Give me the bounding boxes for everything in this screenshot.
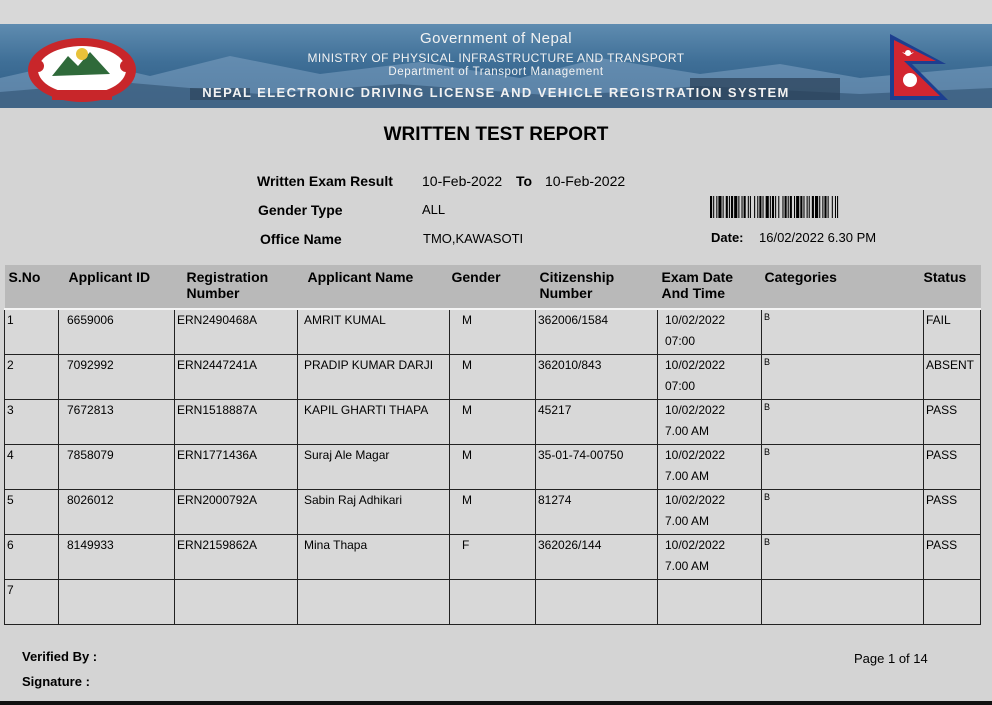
cell-registration-number: ERN1518887A — [175, 400, 298, 445]
cell-exam-date — [658, 355, 762, 400]
cell-registration-number: ERN2000792A — [175, 490, 298, 535]
header-banner — [0, 24, 992, 108]
cell-exam-date — [658, 400, 762, 445]
table-row — [5, 580, 981, 625]
table-row — [5, 309, 981, 355]
cell-registration-number: ERN1771436A — [175, 445, 298, 490]
gender-type-label: Gender Type — [258, 202, 343, 218]
cell-applicant-name: Mina Thapa — [298, 535, 450, 580]
page-number: Page 1 of 14 — [854, 651, 928, 666]
signature-label: Signature : — [22, 674, 90, 689]
cell-gender: M — [450, 309, 536, 355]
table-row — [5, 400, 981, 445]
cell-status: PASS — [924, 535, 981, 580]
cell-citizenship-number: 362006/1584 — [536, 309, 658, 355]
barcode-icon — [710, 196, 914, 218]
cell-exam-date — [658, 490, 762, 535]
exam-time-text: 07:00 — [665, 334, 696, 348]
cell-applicant-id: 8149933 — [59, 535, 175, 580]
cell-registration-number: ERN2490468A — [175, 309, 298, 355]
exam-date-text: 10/02/2022 — [665, 403, 726, 417]
report-date-value: 16/02/2022 6.30 PM — [759, 230, 877, 245]
cell-applicant-id: 6659006 — [59, 309, 175, 355]
cell-category: B — [762, 355, 924, 400]
cell-applicant-name: KAPIL GHARTI THAPA — [298, 400, 450, 445]
verified-by-label: Verified By : — [22, 649, 98, 664]
header-registration-number: Registration Number — [175, 265, 298, 309]
cell-applicant-name — [298, 580, 450, 625]
banner-department: Department of Transport Management — [388, 66, 604, 78]
exam-time-text: 7.00 AM — [665, 514, 710, 528]
banner-system-name: NEPAL ELECTRONIC DRIVING LICENSE AND VEHICLE REGISTRATION SYSTEM — [202, 85, 790, 100]
cell-exam-date — [658, 445, 762, 490]
table-row — [5, 355, 981, 400]
cell-applicant-name: Suraj Ale Magar — [298, 445, 450, 490]
office-name-label: Office Name — [260, 231, 342, 247]
table-header-row — [5, 265, 981, 309]
cell-gender — [450, 580, 536, 625]
cell-category — [762, 580, 924, 625]
header-applicant-name: Applicant Name — [298, 265, 450, 309]
cell-status: FAIL — [924, 309, 981, 355]
results-table — [4, 265, 981, 625]
cell-sno: 5 — [5, 490, 59, 535]
cell-sno: 4 — [5, 445, 59, 490]
cell-sno: 7 — [5, 580, 59, 625]
cell-status: PASS — [924, 400, 981, 445]
exam-time-text: 07:00 — [665, 379, 696, 393]
banner-government: Government of Nepal — [419, 30, 573, 47]
report-date-label: Date: — [711, 230, 744, 245]
cell-sno: 3 — [5, 400, 59, 445]
cell-category: B — [762, 490, 924, 535]
cell-gender: F — [450, 535, 536, 580]
cell-gender: M — [450, 400, 536, 445]
cell-applicant-name: PRADIP KUMAR DARJI — [298, 355, 450, 400]
cell-gender: M — [450, 445, 536, 490]
cell-registration-number — [175, 580, 298, 625]
exam-result-label: Written Exam Result — [257, 173, 393, 189]
bottom-bar — [0, 701, 992, 705]
gender-type-value: ALL — [422, 202, 446, 217]
table-row — [5, 535, 981, 580]
header-status: Status — [924, 265, 981, 309]
cell-registration-number: ERN2159862A — [175, 535, 298, 580]
cell-exam-date — [658, 309, 762, 355]
cell-status: ABSENT — [924, 355, 981, 400]
header-gender: Gender — [450, 265, 536, 309]
cell-applicant-id — [59, 580, 175, 625]
header-applicant-id: Applicant ID — [59, 265, 175, 309]
to-label: To — [516, 173, 533, 189]
cell-applicant-id: 7858079 — [59, 445, 175, 490]
cell-applicant-name: AMRIT KUMAL — [298, 309, 450, 355]
exam-date-text: 10/02/2022 — [665, 493, 726, 507]
cell-status: PASS — [924, 490, 981, 535]
cell-applicant-name: Sabin Raj Adhikari — [298, 490, 450, 535]
table-row — [5, 490, 981, 535]
header-categories: Categories — [762, 265, 924, 309]
cell-exam-date — [658, 535, 762, 580]
header-citizenship-number: Citizenship Number — [536, 265, 658, 309]
cell-category: B — [762, 309, 924, 355]
report-title: WRITTEN TEST REPORT — [383, 124, 609, 145]
cell-citizenship-number: 362026/144 — [536, 535, 658, 580]
cell-gender: M — [450, 355, 536, 400]
exam-date-text: 10/02/2022 — [665, 538, 726, 552]
cell-category: B — [762, 445, 924, 490]
cell-status: PASS — [924, 445, 981, 490]
top-strip — [0, 0, 992, 24]
cell-citizenship-number — [536, 580, 658, 625]
nepal-flag-icon — [884, 30, 956, 106]
table-row — [5, 445, 981, 490]
exam-date-text: 10/02/2022 — [665, 448, 726, 462]
cell-applicant-id: 7092992 — [59, 355, 175, 400]
date-from: 10-Feb-2022 — [422, 173, 503, 189]
exam-time-text: 7.00 AM — [665, 559, 710, 573]
cell-citizenship-number: 45217 — [536, 400, 658, 445]
cell-sno: 2 — [5, 355, 59, 400]
cell-sno: 6 — [5, 535, 59, 580]
exam-time-text: 7.00 AM — [665, 424, 710, 438]
exam-date-text: 10/02/2022 — [665, 313, 726, 327]
cell-citizenship-number: 362010/843 — [536, 355, 658, 400]
exam-date-text: 10/02/2022 — [665, 358, 726, 372]
cell-category: B — [762, 400, 924, 445]
cell-category: B — [762, 535, 924, 580]
cell-sno: 1 — [5, 309, 59, 355]
header-exam-date: Exam Date And Time — [658, 265, 762, 309]
cell-applicant-id: 7672813 — [59, 400, 175, 445]
cell-applicant-id: 8026012 — [59, 490, 175, 535]
cell-citizenship-number: 35-01-74-00750 — [536, 445, 658, 490]
banner-ministry: MINISTRY OF PHYSICAL INFRASTRUCTURE AND TRANSPORT — [307, 51, 685, 65]
office-name-value: TMO,KAWASOTI — [423, 231, 524, 246]
cell-exam-date — [658, 580, 762, 625]
exam-time-text: 7.00 AM — [665, 469, 710, 483]
cell-citizenship-number: 81274 — [536, 490, 658, 535]
cell-gender: M — [450, 490, 536, 535]
date-to: 10-Feb-2022 — [545, 173, 626, 189]
cell-status — [924, 580, 981, 625]
header-sno: S.No — [5, 265, 59, 309]
cell-registration-number: ERN2447241A — [175, 355, 298, 400]
